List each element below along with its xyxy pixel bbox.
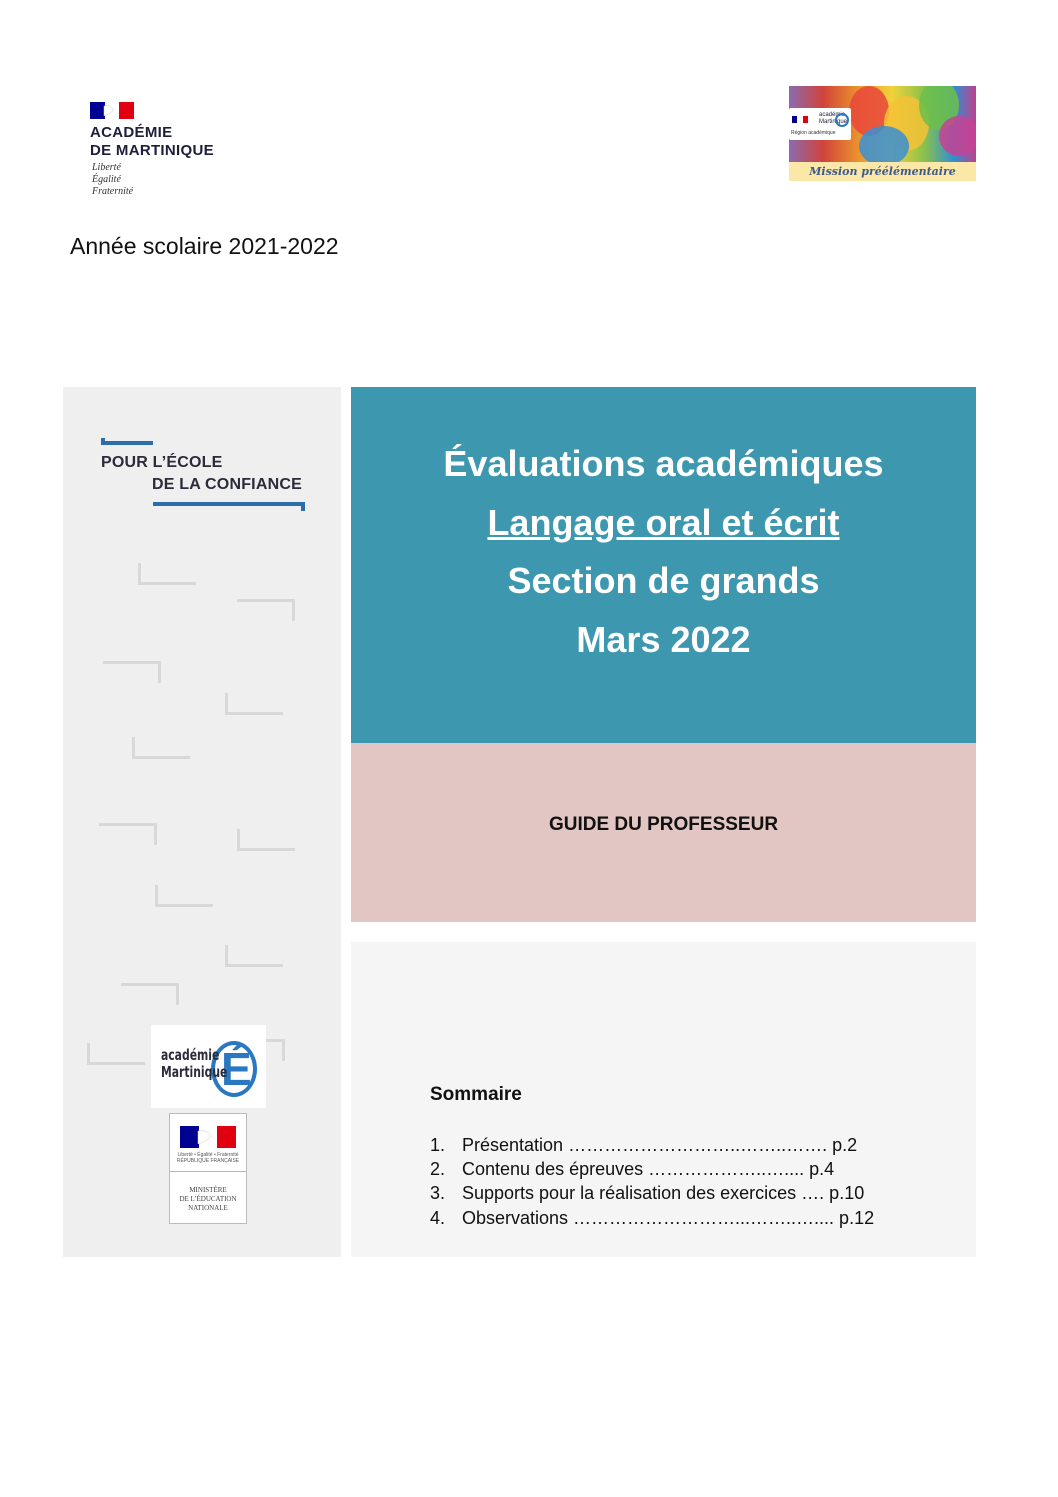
badge-card [789,108,851,140]
summary-title: Sommaire [430,1084,522,1105]
logo-name-line2: DE MARTINIQUE [90,142,214,159]
confiance-line2: DE LA CONFIANCE [152,476,302,493]
ministere-line1: MINISTÈRE [189,1186,227,1194]
acad-logo-letter: É [221,1043,252,1095]
title-line2: Langage oral et écrit [487,502,840,543]
toc-item-text: Observations ………………………...……..….... p.12 [462,1208,875,1228]
guide-label: GUIDE DU PROFESSEUR [548,814,779,835]
toc-item-num: 1. [430,1135,446,1155]
marianne-logo-icon [90,102,134,119]
toc-item [430,1181,864,1205]
mission-preelementaire-badge [789,86,976,181]
toc-item-num: 4. [430,1208,446,1228]
toc-item-text: Supports pour la réalisation des exercices …. p.10 [462,1183,865,1203]
acad-logo-line1: académie [161,1046,220,1064]
card-tag: Région académique [791,130,836,136]
logo-name-line1: ACADÉMIE [90,124,173,141]
marianne-logo-icon [180,1126,236,1148]
guide-block [351,743,976,922]
toc-item-text: Présentation ………………………..……..……. p.2 [462,1135,858,1155]
ministere-line2: DE L’ÉDUCATION [179,1195,237,1203]
toc-item [430,1133,857,1157]
card-line1: académie [819,112,846,118]
toc-item-num: 2. [430,1159,446,1179]
toc-item [430,1206,874,1230]
ecole-confiance-logo [100,438,310,518]
ministere-education-logo [169,1113,247,1224]
ministere-line3: NATIONALE [188,1204,228,1212]
school-year: Année scolaire 2021-2022 [70,233,339,259]
motto-egalite: Égalité [92,174,121,185]
title-line3: Section de grands [507,560,820,601]
title-line1: Évaluations académiques [443,443,884,484]
toc-item-num: 3. [430,1183,446,1203]
acad-logo-line2: Martinique [161,1063,228,1081]
summary-block [351,942,976,1257]
badge-caption: Mission préélémentaire [809,165,956,178]
flag-icon [792,116,808,123]
motto-fraternite: Fraternité [92,186,134,197]
toc-item-text: Contenu des épreuves ………………..….... p.4 [462,1159,835,1179]
toc-item [430,1157,834,1181]
card-line2: Martinique [819,119,848,125]
title-line4: Mars 2022 [576,619,751,660]
confiance-line1: POUR L’ÉCOLE [101,454,223,471]
motto-liberte: Liberté [92,162,121,173]
academie-martinique-logo [84,96,244,206]
title-block [351,387,976,743]
academie-martinique-e-logo [151,1025,266,1108]
ministere-rf: Liberté • Égalité • Fraternité RÉPUBLIQUE FRANÇAISE [176,1152,240,1164]
e-ring-icon [835,113,849,127]
